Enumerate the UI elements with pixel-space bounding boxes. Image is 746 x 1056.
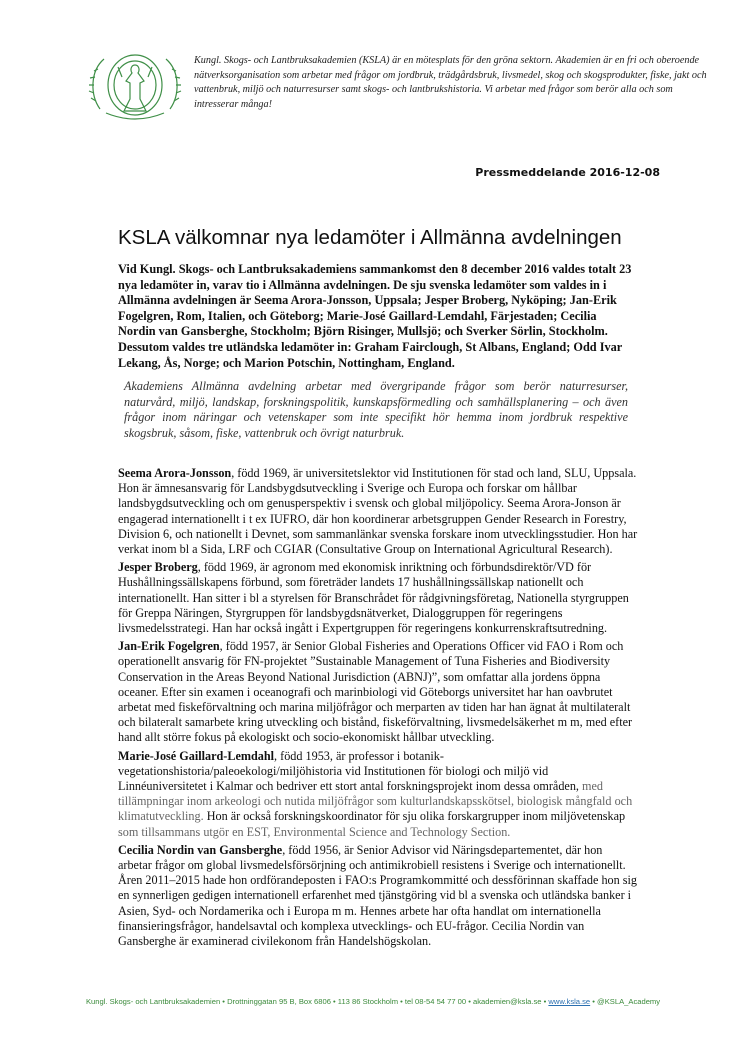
bio-name: Jan-Erik Fogelgren [118,639,220,654]
footer-contact-text: Kungl. Skogs- och Lantbruksakademien • Drottninggatan 95 B, Box 6806 • 113 86 Stockholm • tel 08-54 54 77 00 • akademien@ksla.se • [85,997,549,1006]
bio-text: Hon är också forskningskoordinator för sju olika forskargrupper inom miljövetenskap [203,809,626,824]
ksla-seal-logo-icon [86,47,184,123]
bio-paragraph [118,466,638,557]
bio-text: , född 1969, är agronom med ekonomisk inriktning och förbundsdirektör/VD för Hushållningssällskapens förbund, som företräder landets 17 hushållningssällskap nationellt och internationellt. Han sitter i bl a styrelsen för Branschrådet för rådgivningsföretag, Nationella styrgruppen för Greppa Näringen, Styrgruppen för landsbygdsnätverket, Dialoggruppen för regeringens livsmedelsstrategi. Han har också ingått i Expertgruppen för regeringens konkurrenskraftsutredning. [118,560,629,636]
bio-name: Marie-José Gaillard-Lemdahl [118,748,275,763]
bio-text: , född 1956, är Senior Advisor vid Näringsdepartementet, där hon arbetar frågor om global livsmedelsförsörjning och antimikrobiell resistens i Sverige och internationellt. Åren 2011–2015 hade hon ordförandeposten i FAO:s Programkommitté och dessförinnan skaffade hon sig en synnerligen gedigen internationell erfarenhet med tjänstgöring vid bl a svenska och utländska banker i Asien, Syd- och Nordamerika och i Europa m m. Hennes arbete har ofta handlat om internationella finansieringsfrågor, handelsavtal och komplexa utvecklings- och EU-frågor. Cecilia Nordin van Gansberghe är examinerad civilekonom från Handelshögskolan. [118,842,637,949]
bio-name: Jesper Broberg [118,560,198,575]
press-release-date: Pressmeddelande 2016-12-08 [475,166,660,179]
bio-paragraph [118,843,638,949]
website-link[interactable]: www.ksla.se [548,997,591,1006]
academy-intro-text: Kungl. Skogs- och Lantbruksakademien (KSLA) är en mötesplats för den gröna sektorn. Akademien är en fri och oberoende nätverksorganisation som arbetar med frågor om jordbruk, trädgårdsbruk, livsmedel, skog och skogsprodukter, fiske, jakt och vattenbruk, miljö och naturresurser samt skogs- och lantbrukshistoria. Vi arbetar med frågor som berör alla och som intresserar många! [194,55,707,110]
bio-name: Cecilia Nordin van Gansberghe [118,842,283,857]
division-description-quote: Akademiens Allmänna avdelning arbetar med övergripande frågor som berör naturresurser, naturvård, miljö, landskap, forskningspolitik, kunskapsförmedling och samhällsplanering – och även frågor inom näringar och vetenskaper som inte specifikt hör hemma inom jordbruk respektive skogsbruk, såsom, fiske, vattenbruk och övrigt naturbruk. [124,379,628,440]
bio-text-grey: som tillsammans utgör en EST, Environmental Science and Technology Section. [118,824,511,839]
bio-paragraph [118,639,638,745]
footer-social-handle: • @KSLA_Academy [590,997,661,1006]
bio-text: , född 1969, är universitetslektor vid Institutionen för stad och land, SLU, Uppsala. Hon är ämnesansvarig för Landsbygdsutveckling i Sverige och Europa och forskar om hållbar landsbygdsutveckling och om genusperspektiv i svensk och global miljöpolicy. Seema Arora-Jonson är engagerad internationellt i t ex IUFRO, där hon koordinerar arbetsgruppen Gender Research in Forestry, Division 6, och nationellt i Devnet, som sammanlänkar svenska forskare inom utvecklingsstudier. Hon har verkat inom bl a Sida, LRF och CGIAR (Consultative Group on International Agricultural Research). [118,466,638,557]
bio-text: , född 1953, är professor i botanik-vegetationshistoria/paleoekologi/miljöhistoria vid Institutionen för biologi och miljö vid Linnéuniversitetet i Kalmar och bedriver ett stort antal forskningsprojekt inom dessa områden, [118,748,583,794]
lead-paragraph: Vid Kungl. Skogs- och Lantbruksakademiens sammankomst den 8 december 2016 valdes totalt 23 nya ledamöter in, varav tio i Allmänna avdelningen. De sju svenska ledamöter som valdes in i Allmänna avdelningen är Seema Arora-Jonsson, Uppsala; Jesper Broberg, Nyköping; Jan-Erik Fogelgren, Rom, Italien, och Göteborg; Marie-José Gaillard-Lemdahl, Färjestaden; Cecilia Nordin van Gansberghe, Stockholm; Björn Risinger, Mullsjö; och Sverker Sörlin, Stockholm. Dessutom valdes tre utländska ledamöter in: Graham Fairclough, St Albans, England; Odd Ivar Lekang, Ås, Norge; och Marion Potschin, Nottingham, England. [118,262,632,370]
bio-paragraph [118,749,638,840]
bio-text-grey: med tillämpningar inom arkeologi och nutida miljöfrågor som kulturlandskapsskötsel, biologisk mångfald och klimatutveckling. [118,779,633,824]
member-bios [118,466,638,952]
bio-name: Seema Arora-Jonsson [118,466,232,480]
page-footer [0,997,746,1006]
page-title: KSLA välkomnar nya ledamöter i Allmänna avdelningen [118,226,622,249]
bio-paragraph [118,560,638,636]
bio-text: , född 1957, är Senior Global Fisheries and Operations Officer vid FAO i Rom och operationellt ansvarig för FN-projektet ”Sustainable Management of Tuna Fisheries and Biodiversity Conservation in the Areas Beyond National Jurisdiction (ABNJ)”, som omfattar alla jordens öppna oceaner. Efter sin examen i oceanografi och marinbiologi vid Göteborgs universitet har han oavbrutet arbetat med fiskeförvaltning och marina miljöfrågor och merparten av tiden har han ägnat åt multilateralt och bilateralt samarbete kring utveckling och bistånd, fiskeförvaltning, livsmedelsäkerhet m m, med efter hand allt större fokus på ekologiskt och socio-ekonomiskt hållbar utveckling. [118,639,633,745]
